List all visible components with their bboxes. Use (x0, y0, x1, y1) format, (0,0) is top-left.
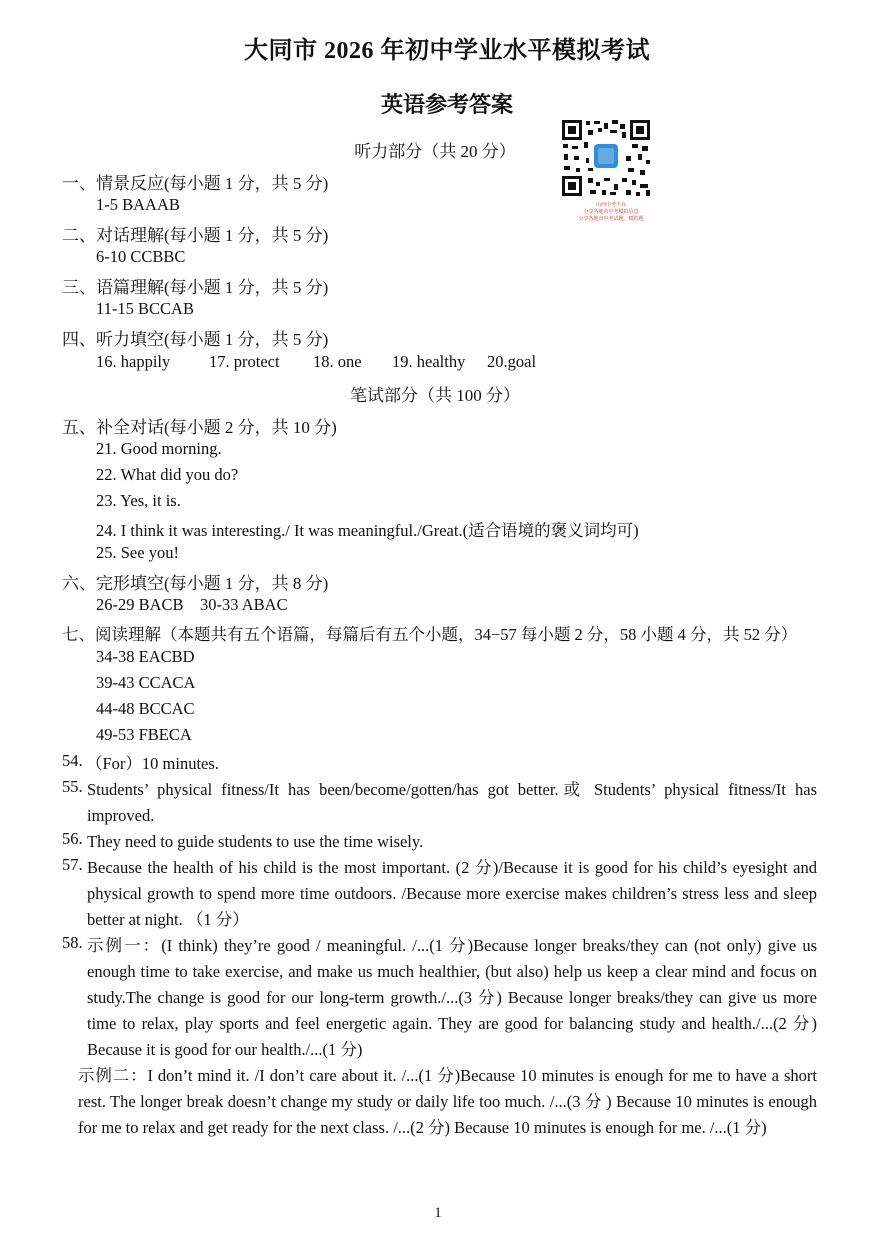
writing-title: 笔试部分（共 100 分） (350, 386, 520, 405)
answer-58-example-2: 示例二：I don’t mind it. /I don’t care about it. /...(1 分)Because 10 minutes is enough for me to have a short rest. The longer break doesn’t change my study or daily life too much. /...(3 分 ) Because 10 minutes is enough for me to relax and get ready for the next class. /...(2 分) Because 10 minutes is enough for me. /...(1 分) (78, 1066, 817, 1137)
question-number-54: 54. (62, 751, 83, 770)
qr-caption-1: 山西中考平台 (595, 202, 626, 208)
answer-1-5: 1-5 BAAAB (96, 195, 180, 214)
section-heading-6: 六、完形填空(每小题 1 分，共 8 分) (62, 574, 329, 593)
answer-34-38: 34-38 EACBD (96, 647, 195, 666)
qr-caption-3: 分享各地市中考试题、模拟题 (578, 216, 644, 222)
page-subtitle: 英语参考答案 (380, 92, 513, 117)
section-heading-5: 五、补全对话(每小题 2 分，共 10 分) (62, 418, 337, 437)
section-heading-4: 四、听力填空(每小题 1 分，共 5 分) (62, 330, 329, 349)
section-heading-3: 三、语篇理解(每小题 1 分，共 5 分) (62, 278, 329, 297)
answer-44-48: 44-48 BCCAC (96, 699, 195, 718)
page-number: 1 (434, 1205, 442, 1221)
answer-19: 19. healthy (392, 352, 466, 371)
answer-49-53: 49-53 FBECA (96, 725, 192, 744)
answer-54: （For）10 minutes. (86, 754, 219, 773)
answer-55: Students’ physical fitness/It has been/become/gotten/has got better.或 Students’ physical fitness/It has improved. (87, 780, 817, 825)
section-heading-7: 七、阅读理解（本题共有五个语篇，每篇后有五个小题，34−57 每小题 2 分，58 小题 4 分，共 52 分） (62, 625, 798, 644)
answer-25: 25. See you! (96, 543, 179, 562)
qr-caption-2: 分享各地市中考模拟信息 (583, 209, 639, 215)
answer-56: They need to guide students to use the time wisely. (87, 832, 424, 851)
answer-17: 17. protect (209, 352, 280, 371)
answer-24: 24. I think it was interesting./ It was meaningful./Great.(适合语境的褒义词均可) (96, 521, 639, 540)
answer-39-43: 39-43 CCACA (96, 673, 196, 692)
answer-11-15: 11-15 BCCAB (96, 299, 194, 318)
answer-20: 20.goal (487, 352, 537, 371)
listening-title: 听力部分（共 20 分） (354, 142, 516, 161)
answer-58-example-1: 示例一：(I think) they’re good / meaningful. /...(1 分)Because longer breaks/they can (not only) give us enough time to take exercise, and make us much healthier, (but also) help us keep a clear mind and focus on study.The change is good for our long-term growth./...(3 分) Because longer breaks/they can give us more time to relax, play sports and feel energetic again. They are good for balancing study and health./...(2 分) Because it is good for our health./...(1 分) (87, 936, 817, 1059)
section-heading-1: 一、情景反应(每小题 1 分，共 5 分) (62, 174, 329, 193)
answer-6-10: 6-10 CCBBC (96, 247, 186, 266)
answer-22: 22. What did you do? (96, 465, 239, 484)
answer-21: 21. Good morning. (96, 439, 222, 458)
answer-26-33: 26-29 BACB 30-33 ABAC (96, 595, 288, 614)
page-title: 大同市 2026 年初中学业水平模拟考试 (244, 38, 650, 64)
section-heading-2: 二、对话理解(每小题 1 分，共 5 分) (62, 226, 329, 245)
answer-18: 18. one (313, 352, 362, 371)
answer-57: Because the health of his child is the most important. (2 分)/Because it is good for his child’s eyesight and physical growth to spend more time outdoors. /Because more exercise makes children’s stress less and sleep better at night. （1 分） (87, 858, 817, 929)
answer-23: 23. Yes, it is. (96, 491, 181, 510)
question-number-57: 57. (62, 855, 83, 874)
question-number-58: 58. (62, 933, 83, 952)
question-number-56: 56. (62, 829, 83, 848)
answer-16: 16. happily (96, 352, 171, 371)
question-number-55: 55. (62, 777, 83, 796)
